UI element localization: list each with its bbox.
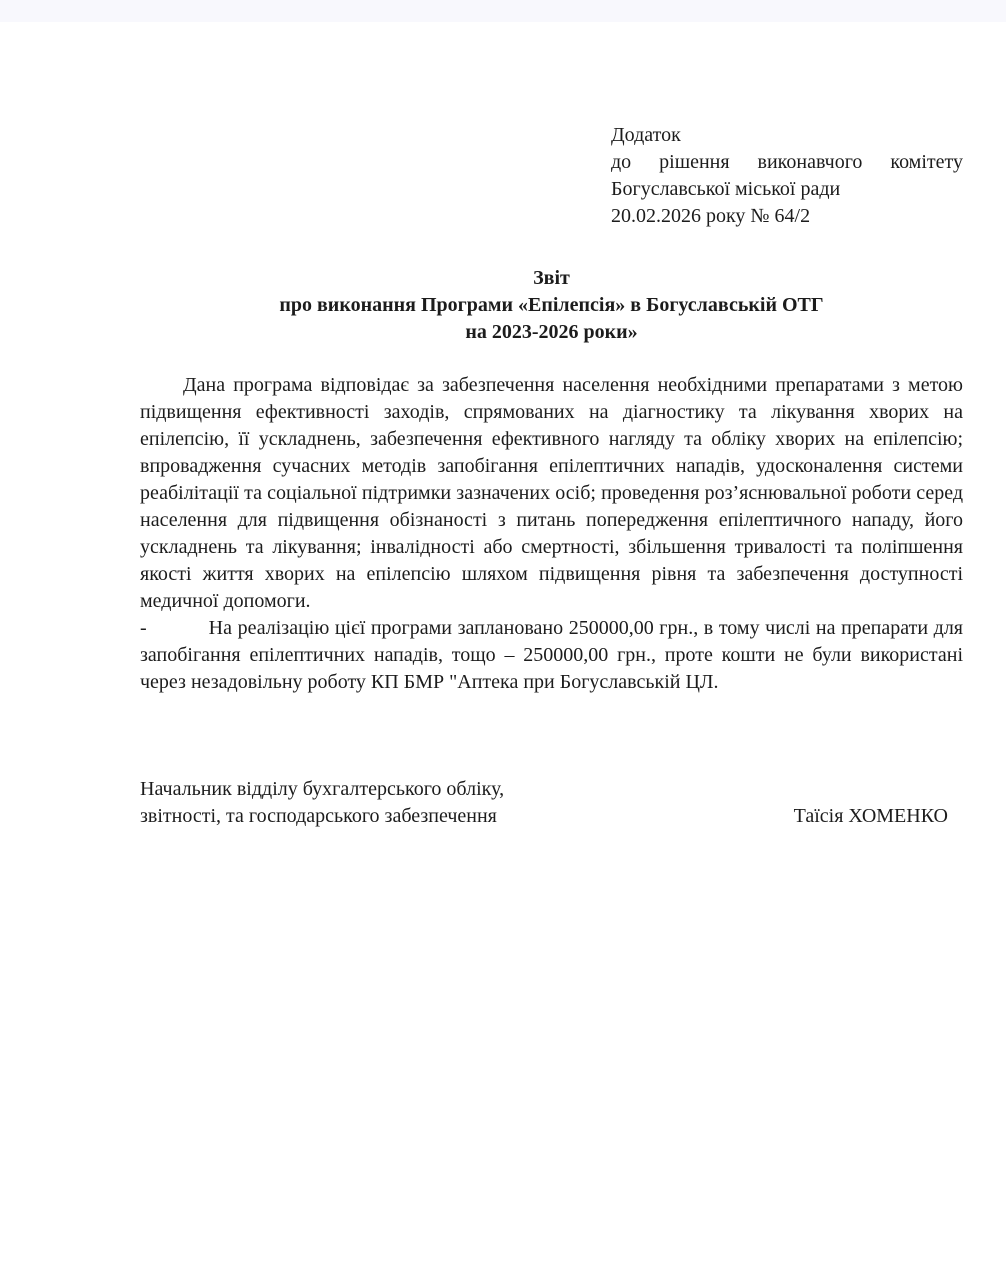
paragraph-program-description: Дана програма відповідає за забезпечення населення необхідними препаратами з метою підвищення ефективності заходів, спрямованих на діагностику та лікування хворих на епілепсію, її ускладнень, забезпечення ефективного нагляду та обліку хворих на епілепсію; впровадження сучасних методів запобігання епілептичних нападів, удосконалення системи реабілітації та соціальної підтримки зазначених осіб; проведення роз’яснювальної роботи серед населення для підвищення обізнаності з питань попередження епілептичного нападу, його ускладнень та лікування; інвалідності або смертності, збільшення тривалості та поліпшення якості життя хворих на епілепсію шляхом підвищення рівня та забезпечення доступності медичної допомоги. — [140, 374, 963, 612]
position-line: звітності, та господарського забезпечення — [140, 805, 497, 827]
appendix-line: Додаток — [611, 124, 681, 146]
position-line: Начальник відділу бухгалтерського обліку, — [140, 778, 505, 800]
appendix-line: Богуславської міської ради — [611, 178, 841, 200]
signatory-name: Таїсія ХОМЕНКО — [793, 805, 948, 827]
document-content — [0, 122, 1006, 830]
appendix-line: 20.02.2026 року № 64/2 — [611, 205, 811, 227]
top-band-decoration — [0, 0, 1006, 22]
appendix-line: до рішення виконавчого комітету — [611, 151, 963, 173]
document-body — [140, 372, 963, 696]
appendix-reference-block — [611, 122, 963, 230]
paragraph-funding — [140, 615, 963, 696]
title-line: Звіт — [533, 267, 570, 289]
paragraph-funding-text: На реалізацію цієї програми заплановано 250000,00 грн., в тому числі на препарати для запобігання епілептичних нападів, тощо – 250000,00 грн., проте кошти не були використані через незадовільну роботу КП БМР "Аптека при Богуславській ЦЛ. — [140, 617, 963, 693]
title-line: про виконання Програми «Епілепсія» в Богуславській ОТГ — [279, 294, 824, 316]
list-dash-marker: - — [140, 617, 147, 639]
title-line: на 2023-2026 роки» — [465, 321, 638, 343]
signatory-position — [140, 776, 504, 830]
signature-block — [140, 776, 963, 830]
document-title — [140, 265, 963, 346]
